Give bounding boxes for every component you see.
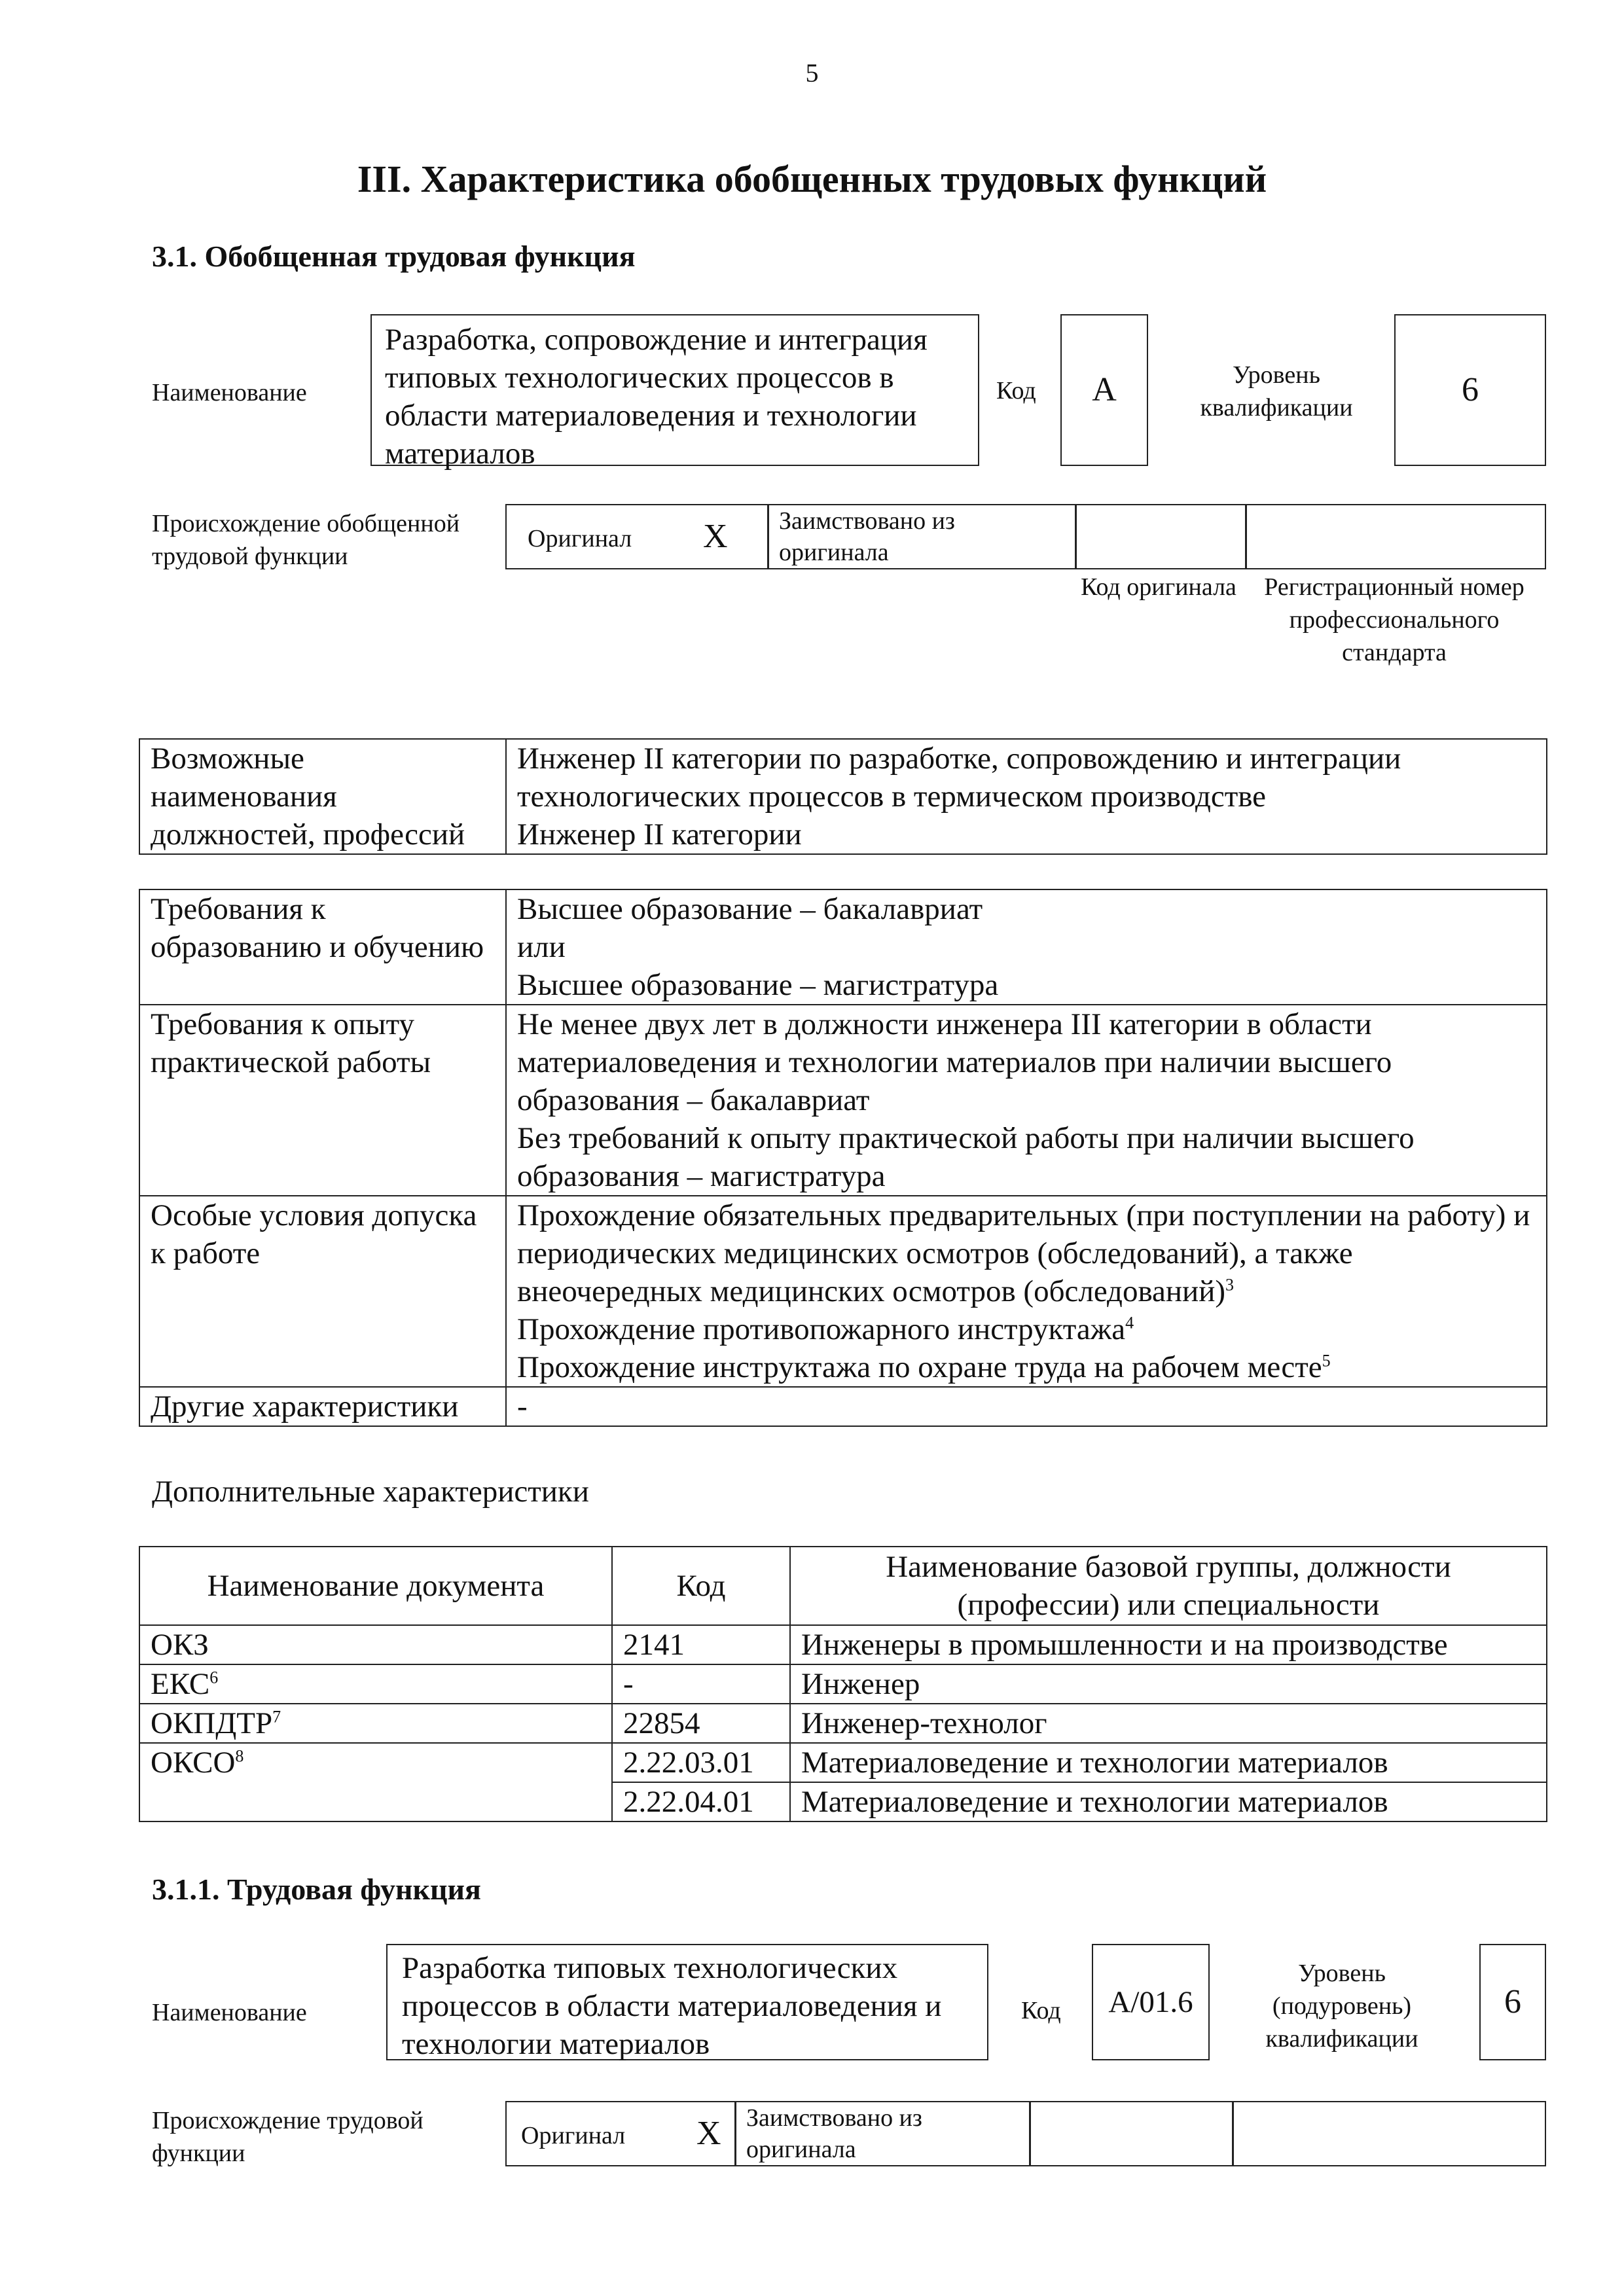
table-cell-name: Инженер-технолог [790, 1704, 1547, 1743]
requirements-table [139, 889, 1547, 1427]
col-header-name: Наименование базовой группы, должности (профессии) или специальности [790, 1547, 1547, 1625]
gtf-name-box [370, 314, 979, 471]
footnote-ref: 5 [1322, 1351, 1331, 1371]
table-cell-code: 2141 [612, 1625, 790, 1664]
req-text: Прохождение обязательных предварительных (при поступлении на работу) и периодических медицинских осмотров (обследований), а также внеочередных медицинских осмотров (обследований) [517, 1198, 1530, 1308]
gtf-code-value: А [1060, 314, 1148, 466]
position-line: Инженер II категории по разработке, сопровождению и интеграции технологических процессов в термическом производстве [517, 742, 1401, 814]
positions-table [139, 738, 1547, 855]
req-line [517, 1196, 1536, 1310]
gtf-code-original-caption: Код оригинала [1081, 573, 1236, 601]
table-cell-doc: ОКСО$^8$ [139, 1743, 612, 1821]
gtf-original-mark: X [703, 518, 728, 555]
tf-code-label: Код [1021, 1997, 1061, 2024]
footnote-ref: 4 [1125, 1313, 1134, 1333]
table-cell-doc: ОКЗ [139, 1625, 612, 1664]
table-cell-doc: ОКПДТР$^7$ [139, 1704, 612, 1743]
req-line: Без требований к опыту практической работы при наличии высшего образования – магистратура [517, 1121, 1415, 1193]
req-line: или [517, 930, 566, 964]
table-cell-name: Инженер [790, 1664, 1547, 1704]
tf-heading: 3.1.1. Трудовая функция [152, 1873, 481, 1906]
tf-name-value: Разработка типовых технологических процессов в области материаловедения и технологии материалов [402, 1951, 942, 2061]
table-cell-name: Инженеры в промышленности и на производстве [790, 1625, 1547, 1664]
tf-name-label: Наименование [152, 1999, 307, 2026]
req-experience-value [506, 1005, 1547, 1196]
tf-origin-row [505, 2101, 1546, 2166]
req-admission-value [506, 1196, 1547, 1387]
req-education-value [506, 889, 1547, 1005]
section-title: III. Характеристика обобщенных трудовых функций [357, 158, 1267, 200]
additional-heading: Дополнительные характеристики [152, 1475, 589, 1509]
req-line: Высшее образование – магистратура [517, 968, 999, 1002]
gtf-borrowed-label: Заимствовано из оригинала [779, 507, 955, 566]
req-text: Прохождение инструктажа по охране труда на рабочем месте [517, 1350, 1322, 1384]
gtf-heading: 3.1. Обобщенная трудовая функция [152, 240, 636, 273]
footnote-ref: 3 [1225, 1275, 1235, 1295]
positions-label: Возможные наименования должностей, профессий [139, 739, 506, 854]
position-line: Инженер II категории [517, 817, 802, 852]
table-cell-code: 2.22.04.01 [612, 1782, 790, 1821]
tf-original-mark: X [696, 2115, 721, 2152]
table-cell-code: - [612, 1664, 790, 1704]
additional-table [139, 1546, 1547, 1822]
tf-level-label: Уровень (подуровень) квалификации [1265, 1960, 1418, 2053]
tf-level-value: 6 [1479, 1944, 1546, 2060]
gtf-level-label: Уровень квалификации [1200, 361, 1353, 422]
gtf-code-label: Код [996, 377, 1036, 404]
gtf-origin-label: Происхождение обобщенной трудовой функции [152, 510, 460, 570]
gtf-level-value: 6 [1394, 314, 1546, 466]
table-cell-code: 2.22.03.01 [612, 1743, 790, 1782]
req-experience-label: Требования к опыту практической работы [139, 1005, 506, 1196]
divider [734, 2102, 736, 2165]
req-line [517, 1348, 1536, 1386]
req-admission-label: Особые условия допуска к работе [139, 1196, 506, 1387]
divider [1245, 505, 1247, 568]
req-other-label: Другие характеристики [139, 1387, 506, 1426]
positions-value [506, 739, 1547, 854]
gtf-origin-row [505, 504, 1546, 569]
tf-original-label: Оригинал [521, 2122, 626, 2149]
req-line [517, 1310, 1536, 1348]
divider [1029, 2102, 1031, 2165]
gtf-name-label: Наименование [152, 379, 307, 406]
col-header-code: Код [612, 1547, 790, 1625]
divider [1232, 2102, 1234, 2165]
req-other-value: - [506, 1387, 1547, 1426]
table-cell-name: Материаловедение и технологии материалов [790, 1743, 1547, 1782]
col-header-document: Наименование документа [139, 1547, 612, 1625]
req-line: Высшее образование – бакалавриат [517, 892, 983, 926]
gtf-reg-number-caption: Регистрационный номер профессионального стандарта [1264, 573, 1525, 666]
tf-borrowed-label: Заимствовано из оригинала [746, 2104, 922, 2163]
gtf-original-label: Оригинал [528, 525, 632, 552]
req-line: Не менее двух лет в должности инженера III категории в области материаловедения и технологии материалов при наличии высшего образования – бакалавриат [517, 1007, 1392, 1117]
tf-name-box [386, 1944, 988, 2060]
gtf-name-value: Разработка, сопровождение и интеграция типовых технологических процессов в области материаловедения и технологии материалов [385, 323, 928, 471]
divider [1075, 505, 1077, 568]
tf-origin-label: Происхождение трудовой функции [152, 2107, 424, 2167]
table-cell-doc: ЕКС$^6$ [139, 1664, 612, 1704]
req-text: Прохождение противопожарного инструктажа [517, 1312, 1126, 1346]
req-education-label: Требования к образованию и обучению [139, 889, 506, 1005]
table-cell-name: Материаловедение и технологии материалов [790, 1782, 1547, 1821]
divider [767, 505, 769, 568]
tf-code-value: А/01.6 [1092, 1944, 1210, 2060]
table-cell-code: 22854 [612, 1704, 790, 1743]
page-number: 5 [805, 58, 819, 88]
